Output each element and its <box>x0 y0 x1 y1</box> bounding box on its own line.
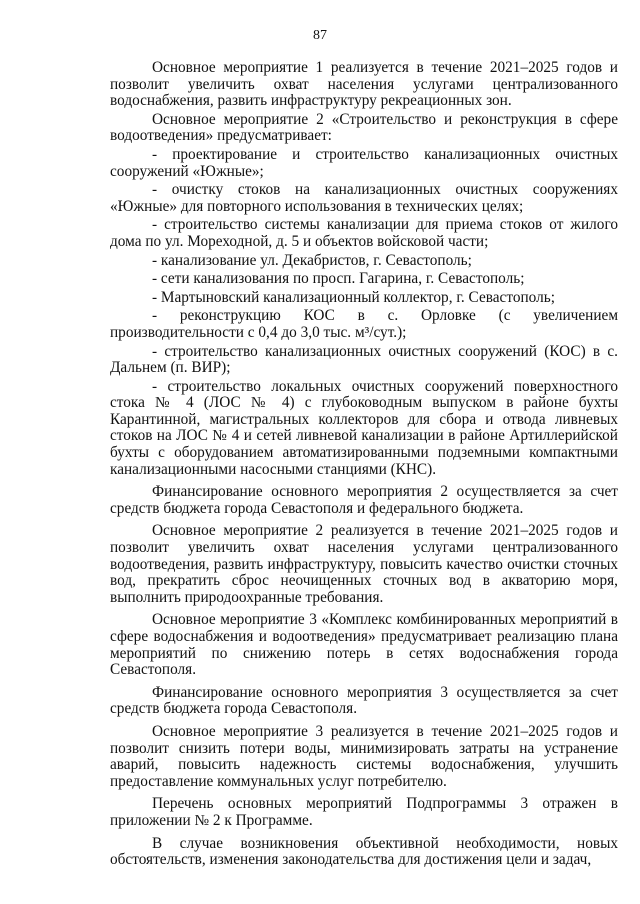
paragraph: Основное мероприятие 3 «Комплекс комбинированных мероприятий в сфере водоснабжения и водоотведения» предусматривает реализацию плана мероприятий по снижению потерь в сетях водоснабжения города Севастополя. <box>110 611 618 679</box>
list-item: - Мартыновский канализационный коллектор, г. Севастополь; <box>152 288 555 306</box>
paragraph: Финансирование основного мероприятия 3 осуществляется за счет средств бюджета города Севастополя. <box>110 683 618 718</box>
paragraph: Основное мероприятие 1 реализуется в течение 2021–2025 годов и позволит увеличить охват населения услугами централизованного водоснабжения, развить инфраструктуру рекреационных зон. <box>110 59 618 110</box>
paragraph: Основное мероприятие 3 реализуется в течение 2021–2025 годов и позволит снизить потери воды, минимизировать затраты на устранение аварий, повысить надежность системы водоснабжения, улучшить предоставление коммунальных услуг потребителю. <box>110 722 618 790</box>
list-item: - строительство системы канализации для приема стоков от жилого дома по ул. Мореходной, д. 5 и объектов войсковой части; <box>110 216 618 250</box>
paragraph: Основное мероприятие 2 «Строительство и реконструкция в сфере водоотведения» предусматривает: <box>110 110 618 145</box>
list-item: - сети канализования по просп. Гагарина, г. Севастополь; <box>152 270 525 288</box>
list-item: - канализование ул. Декабристов, г. Севастополь; <box>152 251 472 269</box>
paragraph: Перечень основных мероприятий Подпрограммы 3 отражен в приложении № 2 к Программе. <box>110 795 618 829</box>
list-item: - очистку стоков на канализационных очистных сооружениях «Южные» для повторного использования в технических целях; <box>110 181 618 215</box>
list-item: - строительство канализационных очистных сооружений (КОС) в с. Дальнем (п. ВИР); <box>110 342 618 377</box>
list-item: - строительство локальных очистных сооружений поверхностного стока № 4 (ЛОС № 4) с глубоководным выпуском в районе бухты Карантинной, магистральных коллекторов для сбора и отвода ливневых стоков на ЛОС № 4 и сетей ливневой канализации в районе Артиллерийской бухты с оборудованием автоматизированными подземными компактными канализационными насосными станциями (КНС). <box>110 377 618 478</box>
list-item: - реконструкцию КОС в с. Орловке (с увеличением производительности с 0,4 до 3,0 тыс. м³/сут.); <box>110 307 618 341</box>
paragraph: В случае возникновения объективной необходимости, новых обстоятельств, изменения законодательства для достижения цели и задач, <box>110 834 618 869</box>
list-item: - проектирование и строительство канализационных очистных сооружений «Южные»; <box>110 145 618 180</box>
paragraph: Финансирование основного мероприятия 2 осуществляется за счет средств бюджета города Севастополя и федерального бюджета. <box>110 483 618 517</box>
paragraph: Основное мероприятие 2 реализуется в течение 2021–2025 годов и позволит увеличить охват населения услугами централизованного водоотведения, развить инфраструктуру, повысить качество очистки сточных вод, прекратить сброс неочищенных сточных вод в акваторию моря, выполнить природоохранные требования. <box>110 522 618 606</box>
page-number: 87 <box>313 28 327 43</box>
body-text <box>110 60 618 871</box>
